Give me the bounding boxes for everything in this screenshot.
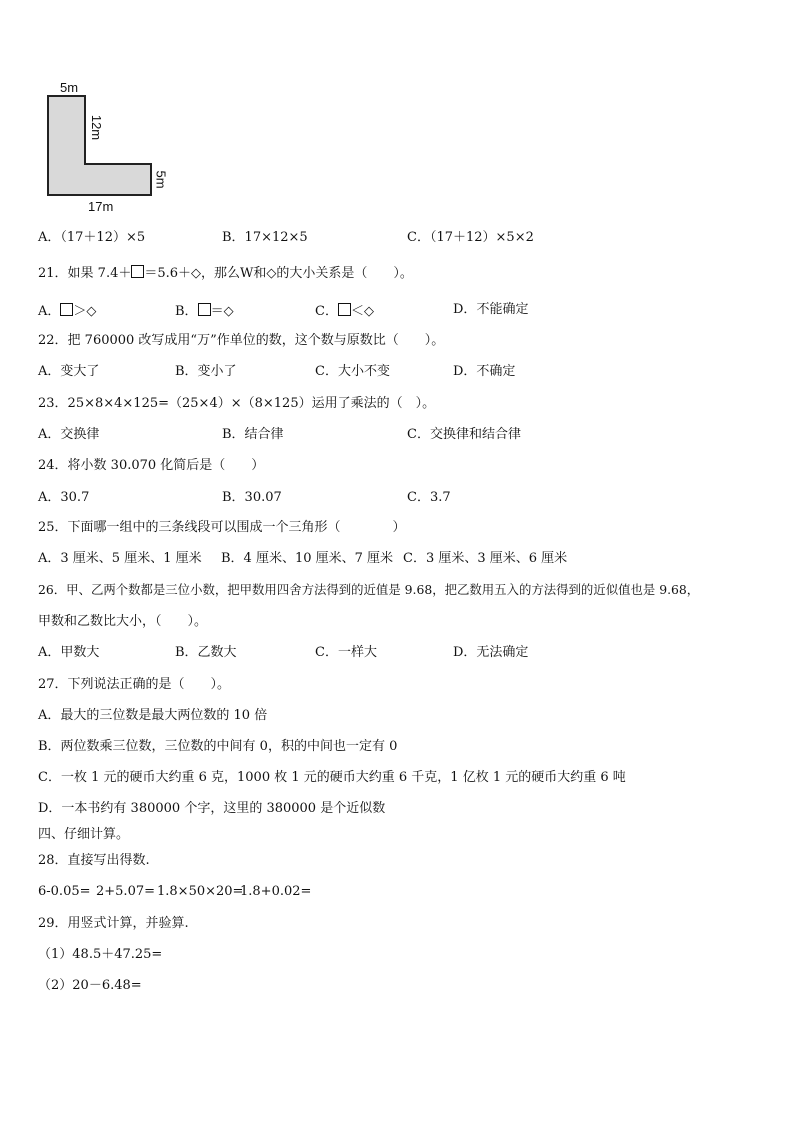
q24-option-c[interactable]: C．3.7 bbox=[407, 490, 451, 505]
q28-item: 1.8×50×20= bbox=[157, 884, 244, 899]
q22-stem: 22．把 760000 改写成用“万”作单位的数，这个数与原数比（ ）。 bbox=[38, 333, 445, 348]
q24-stem: 24．将小数 30.070 化简后是（ ） bbox=[38, 458, 265, 473]
figure-label-side: 12m bbox=[89, 114, 105, 141]
q22-option-a[interactable]: A．变大了 bbox=[38, 364, 100, 379]
q28-item: 6-0.05= bbox=[38, 884, 91, 899]
q24-option-a[interactable]: A．30.7 bbox=[38, 490, 90, 505]
q21-option-d-letter: D． bbox=[453, 302, 477, 317]
q26-option-a[interactable]: A．甲数大 bbox=[38, 645, 100, 660]
q21-option-c-relation: ＜◇ bbox=[350, 304, 374, 319]
q27-stem: 27．下列说法正确的是（ ）。 bbox=[38, 677, 231, 692]
q26-option-d[interactable]: D．无法确定 bbox=[453, 645, 529, 660]
q26-option-c[interactable]: C．一样大 bbox=[315, 645, 377, 660]
q23-stem: 23．25×8×4×125=（25×4）×（8×125）运用了乘法的（ ）。 bbox=[38, 396, 436, 411]
q28-item: 1.8+0.02= bbox=[240, 884, 312, 899]
q21-option-a-relation: ＞◇ bbox=[73, 304, 97, 319]
q26-stem-line2: 甲数和乙数比大小，（ ）。 bbox=[38, 614, 208, 629]
q21-option-a-letter: A． bbox=[38, 304, 61, 319]
q21-option-b[interactable] bbox=[175, 303, 234, 318]
q21-option-d-text: 不能确定 bbox=[476, 302, 529, 317]
q25-stem: 25．下面哪一组中的三条线段可以围成一个三角形（ ） bbox=[38, 520, 406, 535]
l-shape-figure bbox=[38, 76, 178, 216]
blank-square-icon bbox=[60, 303, 73, 316]
blank-square-icon bbox=[338, 303, 351, 316]
q23-option-c[interactable]: C．交换律和结合律 bbox=[407, 427, 521, 442]
q20-option-a[interactable]: A．（17＋12）×5 bbox=[38, 230, 146, 245]
q29-item-1: （1）48.5＋47.25= bbox=[38, 947, 163, 962]
q26-stem-line1: 26．甲、乙两个数都是三位小数，把甲数用四舍方法得到的近值是 9.68，把乙数用五入的方法得到的近似值也是 9.68， bbox=[38, 582, 700, 597]
q29-stem: 29．用竖式计算，并验算. bbox=[38, 916, 189, 931]
q25-option-c[interactable]: C．3 厘米、3 厘米、6 厘米 bbox=[403, 551, 568, 566]
q21-option-c-letter: C． bbox=[315, 304, 338, 319]
l-shape-diagram bbox=[38, 76, 178, 216]
q22-option-d[interactable]: D．不确定 bbox=[453, 364, 516, 379]
section-four-heading: 四、仔细计算。 bbox=[38, 827, 130, 842]
q27-option-c[interactable]: C．一枚 1 元的硬币大约重 6 克，1000 枚 1 元的硬币大约重 6 千克，1 亿枚 1 元的硬币大约重 6 吨 bbox=[38, 770, 626, 785]
q28-stem: 28．直接写出得数. bbox=[38, 853, 150, 868]
q28-item: 2+5.07= bbox=[96, 884, 156, 899]
q26-option-b[interactable]: B．乙数大 bbox=[175, 645, 237, 660]
q29-item-2: （2）20－6.48= bbox=[38, 978, 142, 993]
q22-option-b[interactable]: B．变小了 bbox=[175, 364, 237, 379]
q20-option-c[interactable]: C．（17＋12）×5×2 bbox=[407, 230, 534, 245]
q22-option-c[interactable]: C．大小不变 bbox=[315, 364, 390, 379]
q27-option-a[interactable]: A．最大的三位数是最大两位数的 10 倍 bbox=[38, 708, 268, 723]
q24-option-b[interactable]: B．30.07 bbox=[222, 490, 282, 505]
q27-option-b[interactable]: B．两位数乘三位数，三位数的中间有 0，积的中间也一定有 0 bbox=[38, 739, 398, 754]
q25-option-b[interactable]: B．4 厘米、10 厘米、7 厘米 bbox=[221, 551, 394, 566]
figure-label-bottom: 17m bbox=[88, 199, 114, 214]
q21-option-c[interactable] bbox=[315, 303, 374, 318]
figure-label-top: 5m bbox=[60, 80, 79, 95]
q27-option-d[interactable]: D．一本书约有 380000 个字，这里的 380000 是个近似数 bbox=[38, 801, 386, 816]
q21-stem-pre: 21．如果 7.4＋ bbox=[38, 266, 132, 281]
q20-option-b[interactable]: B．17×12×5 bbox=[222, 230, 308, 245]
q21-option-d[interactable] bbox=[453, 303, 528, 316]
blank-square-icon bbox=[131, 265, 144, 278]
q21-option-b-relation: ＝◇ bbox=[210, 304, 234, 319]
q21-option-b-letter: B． bbox=[175, 304, 198, 319]
q21-stem-mid: ＝5.6＋◇，那么W和◇的大小关系是（ ）。 bbox=[144, 266, 413, 281]
q23-option-b[interactable]: B．结合律 bbox=[222, 427, 284, 442]
q25-option-a[interactable]: A．3 厘米、5 厘米、1 厘米 bbox=[38, 551, 202, 566]
l-shape-polygon bbox=[48, 96, 151, 195]
blank-square-icon bbox=[198, 303, 211, 316]
figure-label-right: 5m bbox=[153, 170, 169, 189]
q23-option-a[interactable]: A．交换律 bbox=[38, 427, 100, 442]
q21-option-a[interactable] bbox=[38, 303, 96, 318]
q21-stem bbox=[38, 265, 413, 280]
